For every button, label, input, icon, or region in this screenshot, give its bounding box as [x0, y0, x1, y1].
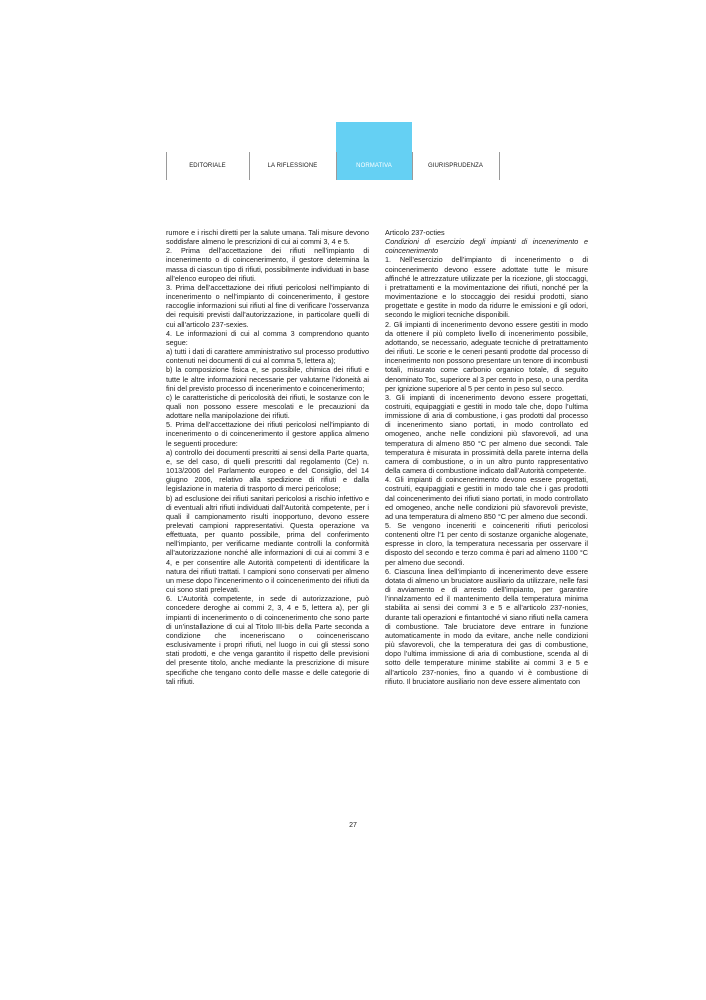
paragraph: c) le caratteristiche di pericolosità dei rifiuti, le sostanze con le quali non possono essere mescolati e le precauzioni da adottare nella manipolazione dei rifiuti. — [166, 392, 369, 421]
tab-editoriale[interactable]: EDITORIALE — [189, 163, 226, 169]
tab-divider — [499, 152, 500, 180]
paragraph: a) tutti i dati di carattere amministrativo sul processo produttivo contenuti nei documenti di cui al comma 5, lettera a); — [166, 347, 369, 366]
tab-la-riflessione[interactable]: LA RIFLESSIONE — [267, 163, 318, 169]
paragraph: 3. Gli impianti di incenerimento devono essere progettati, costruiti, equipaggiati e gestiti in modo tale che, dopo l’ultima immissione di aria di combustione, i gas prodotti dal processo di incenerimento siano portati, in modo controllato ed omogeneo, anche nelle condizioni più sfavorevoli, ad una temperatura di almeno 850 °C per almeno due secondi. Tale temperatura è misurata in prossimità della parete interna della camera di combustione, o in un altro punto rappresentativo della camera di combustione indicato dall’Autorità competente. — [385, 392, 588, 476]
paragraph: rumore e i rischi diretti per la salute umana. Tali misure devono soddisfare almeno le prescrizioni di cui ai commi 3, 4 e 5. — [166, 228, 369, 247]
tab-normativa[interactable]: NORMATIVA — [356, 163, 392, 169]
left-text-column — [166, 228, 369, 686]
paragraph: 4. Le informazioni di cui al comma 3 comprendono quanto segue: — [166, 328, 369, 347]
tab-giurisprudenza[interactable]: GIURISPRUDENZA — [427, 163, 484, 169]
paragraph: 3. Prima dell’accettazione dei rifiuti pericolosi nell’impianto di incenerimento o nell’impianto di coincenerimento, il gestore raccoglie informazioni sui rifiuti al fine di verificare l’osservanza dei requisiti previsti dall’autorizzazione, in particolare quelli di cui all’articolo 237-sexies. — [166, 282, 369, 329]
active-tab-highlight — [336, 122, 412, 180]
paragraph: 5. Se vengono inceneriti e coinceneriti rifiuti pericolosi contenenti oltre l’1 per cento di sostanze organiche alogenate, espresse in cloro, la temperatura necessaria per osservare il disposto del secondo e terzo comma è pari ad almeno 1100 °C per almeno due secondi. — [385, 521, 588, 567]
article-subtitle: Condizioni di esercizio degli impianti di incenerimento e coincenerimento — [385, 237, 588, 256]
page-number: 27 — [349, 822, 357, 829]
paragraph: 1. Nell’esercizio dell’impianto di incenerimento o di coincenerimento devono essere adottate tutte le misure affinché le attrezzature utilizzate per la ricezione, gli stoccaggi, i pretrattamenti e la movimentazione dei rifiuti, nonché per la movimentazione e lo stoccaggio dei residui prodotti, siano progettate e gestite in modo da ridurre le emissioni e gli odori, secondo le migliori tecniche disponibili. — [385, 255, 588, 320]
paragraph: b) la composizione fisica e, se possibile, chimica dei rifiuti e tutte le altre informazioni necessarie per valutarne l’idoneità ai fini del previsto processo di incenerimento e coincenerimento; — [166, 365, 369, 393]
paragraph: 6. Ciascuna linea dell’impianto di incenerimento deve essere dotata di almeno un bruciatore ausiliario da utilizzare, nelle fasi di avviamento e di arresto dell’impianto, per garantire l’innalzamento ed il mantenimento della temperatura minima stabilita ai sensi dei commi 3 e 5 e all’articolo 237-nonies, durante tali operazioni e fintantoché vi siano rifiuti nella camera di combustione. Tale bruciatore deve entrare in funzione automaticamente in modo da evitare, anche nelle condizioni più sfavorevoli, che la temperatura dei gas di combustione, dopo l’ultima immissione di aria di combustione, scenda al di sotto delle temperature minime stabilite ai commi 3 e 5 e all’articolo 237-nonies, fino a quando vi è combustione di rifiuto. Il bruciatore ausiliario non deve essere alimentato con — [385, 566, 588, 686]
paragraph: 2. Gli impianti di incenerimento devono essere gestiti in modo da ottenere il più completo livello di incenerimento possibile, adottando, se necessario, adeguate tecniche di pretrattamento dei rifiuti. Le scorie e le ceneri pesanti prodotte dal processo di incenerimento non possono presentare un tenore di incombusti totali, misurato come carbonio organico totale, di seguito denominato Toc, superiore al 3 per cento in peso, o una perdita per ignizione superiore al 5 per cento in peso sul secco. — [385, 319, 588, 393]
paragraph: 2. Prima dell’accettazione dei rifiuti nell’impianto di incenerimento o di coincenerimento, il gestore determina la massa di ciascun tipo di rifiuti, possibilmente individuati in base all’elenco europeo dei rifiuti. — [166, 246, 369, 283]
right-text-column — [385, 228, 588, 686]
article-title: Articolo 237-octies — [385, 228, 445, 237]
paragraph: b) ad esclusione dei rifiuti sanitari pericolosi a rischio infettivo e di eventuali altri rifiuti individuati dall’Autorità competente, per i quali il campionamento risulti inopportuno, devono essere prelevati campioni rappresentativi. Questa operazione va effettuata, per quanto possibile, prima del conferimento nell’impianto, per verificarne mediante controlli la conformità all’autorizzazione nonché alle informazioni di cui ai commi 3 e 4, e per consentire alle Autorità competenti di identificare la natura dei rifiuti trattati. I campioni sono conservati per almeno un mese dopo l’incenerimento o il coincenerimento dei rifiuti da cui sono stati prelevati. — [166, 493, 369, 595]
paragraph: 5. Prima dell’accettazione dei rifiuti pericolosi nell’impianto di incenerimento o di coincenerimento il gestore applica almeno le seguenti procedure: — [166, 420, 369, 448]
paragraph: 4. Gli impianti di coincenerimento devono essere progettati, costruiti, equipaggiati e gestiti in modo tale che i gas prodotti dal coincenerimento dei rifiuti siano portati, in modo controllato ed omogeneo, anche nelle condizioni più sfavorevoli previste, ad una temperatura di almeno 850 °C per almeno due secondi. — [385, 475, 588, 521]
paragraph: a) controllo dei documenti prescritti ai sensi della Parte quarta, e, se del caso, di quelli prescritti dal regolamento (Ce) n. 1013/2006 del Parlamento europeo e del Consiglio, del 14 giugno 2006, relativo alla spedizione di rifiuti e dalla legislazione in materia di trasporto di merci pericolose; — [166, 447, 369, 494]
paragraph: 6. L’Autorità competente, in sede di autorizzazione, può concedere deroghe ai commi 2, 3, 4 e 5, lettera a), per gli impianti di incenerimento o di coincenerimento che sono parte di un’installazione di cui al Titolo III-bis della Parte seconda a condizione che inceneriscano o coinceneriscano esclusivamente i propri rifiuti, nel luogo in cui gli stessi sono stati prodotti, e che venga garantito il rispetto delle previsioni del presente titolo, anche mediante la prescrizione di misure specifiche che tengano conto delle masse e delle categorie di tali rifiuti. — [166, 594, 369, 686]
